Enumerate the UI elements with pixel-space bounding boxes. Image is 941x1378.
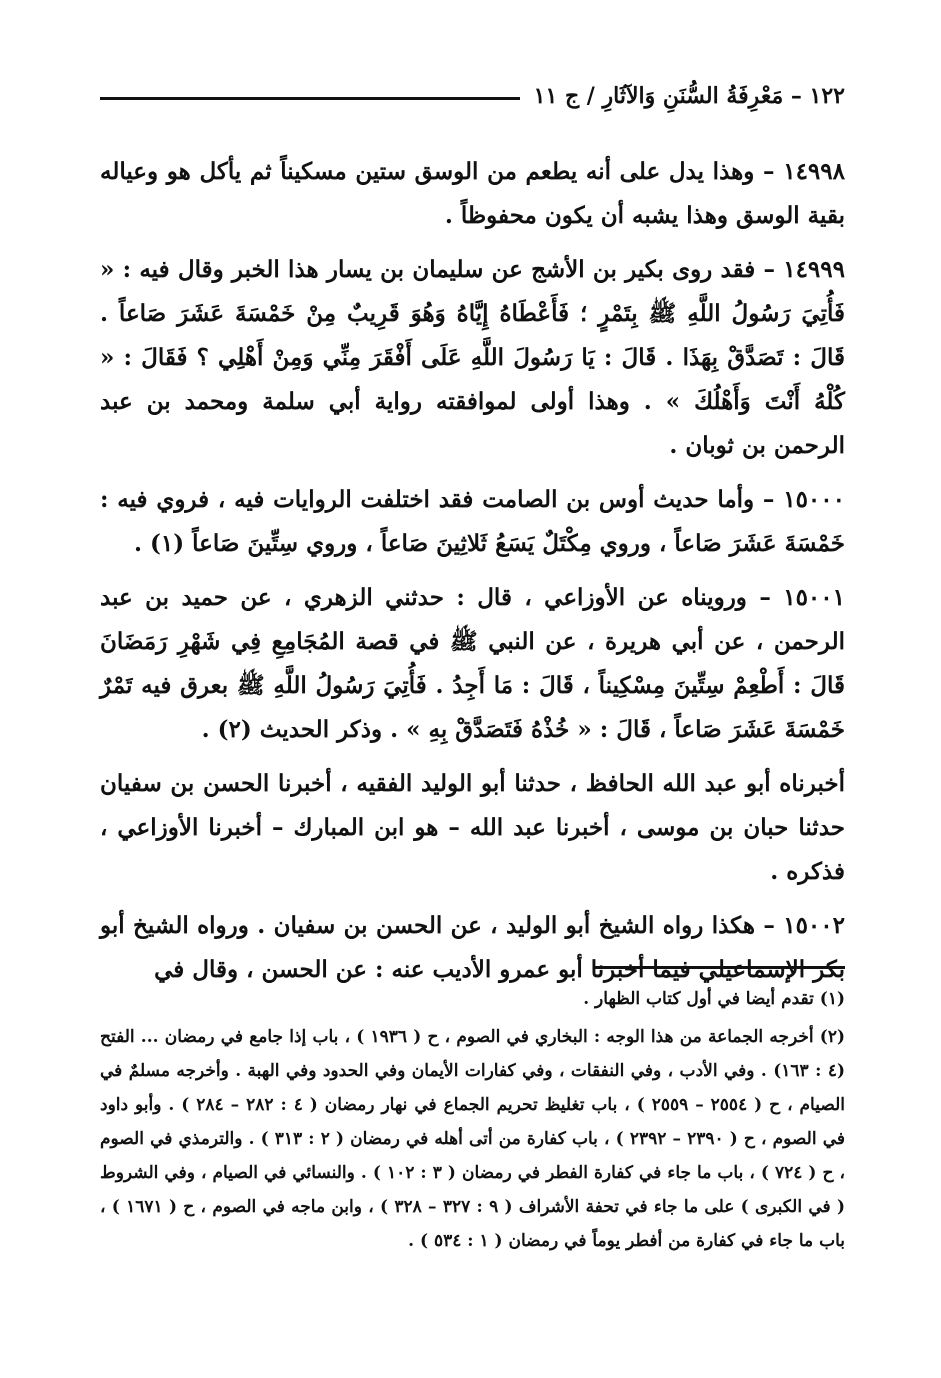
paragraph-text: – ورويناه عن الأوزاعي ، قال : حدثني الزهري ، عن حميد بن عبد الرحمن ، عن أبي هريرة ، عن النبي ﷺ في قصة المُجَامِعِ فِي شَهْرِ رَمَضَانَ قَالَ : أَطْعِمْ سِتِّينَ مِسْكِيناً ، قَالَ : مَا أَجِدُ . فَأُتِيَ رَسُولُ اللَّهِ ﷺ بعرق فيه تَمْرٌ خَمْسَةَ عَشَرَ صَاعاً ، قَالَ : « خُذْهُ فَتَصَدَّقْ بِهِ » . وذكر الحديث (٢) . — [100, 584, 845, 743]
footnote-1: (١) تقدم أيضا في أول كتاب الظهار . — [583, 989, 845, 1009]
hadith-number: ١٤٩٩٩ — [783, 256, 845, 283]
paragraph-text: أخبرناه أبو عبد الله الحافظ ، حدثنا أبو الوليد الفقيه ، أخبرنا الحسن بن سفيان حدثنا حبان بن موسى ، أخبرنا عبد الله – هو ابن المبارك – أخبرنا الأوزاعي ، فذكره . — [100, 770, 845, 885]
paragraph-15000 — [100, 478, 845, 566]
paragraph-15001 — [100, 576, 845, 752]
paragraph-text: – وهذا يدل على أنه يطعم من الوسق ستين مسكيناً ثم يأكل هو وعياله بقية الوسق وهذا يشبه أن يكون محفوظاً . — [100, 158, 845, 229]
hadith-number: ١٤٩٩٨ — [783, 158, 845, 185]
footnotes — [100, 982, 845, 1262]
page-header — [100, 76, 845, 116]
hadith-number: ١٥٠٠٢ — [783, 912, 845, 939]
paragraph-text: – فقد روى بكير بن الأشج عن سليمان بن يسار هذا الخبر وقال فيه : « فَأُتِيَ رَسُولُ اللَّهِ ﷺ بِتَمْرٍ ؛ فَأَعْطَاهُ إِيَّاهُ وَهُوَ قَرِيبٌ مِنْ خَمْسَةَ عَشَرَ صَاعاً . قَالَ : تَصَدَّقْ بِهَذَا . قَالَ : يَا رَسُولَ اللَّهِ عَلَى أَفْقَرَ مِنِّي وَمِنْ أَهْلِي ؟ فَقَالَ : « كُلْهُ أَنْتَ وَأَهْلُكَ » . وهذا أولى لموافقته رواية أبي سلمة ومحمد بن عبد الرحمن بن ثوبان . — [100, 256, 845, 459]
hadith-number: ١٥٠٠١ — [783, 584, 845, 611]
paragraph-isnad — [100, 762, 845, 894]
main-text — [100, 150, 845, 1002]
paragraph-text: – وأما حديث أوس بن الصامت فقد اختلفت الروايات فيه ، فروي فيه : خَمْسَةَ عَشَرَ صَاعاً ، وروي مِكْتَلٌ يَسَعُ ثَلاثِينَ صَاعاً ، وروي سِتِّينَ صَاعاً (١) . — [100, 486, 845, 557]
paragraph-14998 — [100, 150, 845, 238]
paragraph-14999 — [100, 248, 845, 468]
header-rule — [100, 97, 520, 100]
paragraph-15002 — [100, 904, 845, 992]
hadith-number: ١٥٠٠٠ — [783, 486, 845, 513]
footnote-rule — [595, 966, 845, 969]
footnote-2: (٢) أخرجه الجماعة من هذا الوجه : البخاري في الصوم ، ح ( ١٩٣٦ ) ، باب إذا جامع في رمضان ... الفتح (٤ : ١٦٣) . وفي الأدب ، وفي النفقات ، وفي كفارات الأيمان وفي الحدود وفي الهبة . وأخرجه مسلمٌ في الصيام ، ح ( ٢٥٥٤ – ٢٥٥٩ ) ، باب تغليظ تحريم الجماع في نهار رمضان ( ٤ : ٢٨٢ – ٢٨٤ ) . وأبو داود في الصوم ، ح ( ٢٣٩٠ – ٢٣٩٢ ) ، باب كفارة من أتى أهله في رمضان ( ٢ : ٣١٣ ) . والترمذي في الصوم ، ح ( ٧٢٤ ) ، باب ما جاء في كفارة الفطر في رمضان ( ٣ : ١٠٢ ) . والنسائي في الصيام ، وفي الشروط ( في الكبرى ) على ما جاء في تحفة الأشراف ( ٩ : ٣٢٧ – ٣٢٨ ) ، وابن ماجه في الصوم ، ح ( ١٦٧١ ) ، باب ما جاء في كفارة من أفطر يوماً في رمضان ( ١ : ٥٣٤ ) . — [100, 1027, 846, 1251]
running-title: ١٢٢ – مَعْرِفَةُ السُّنَنِ وَالآثَارِ / ج ١١ — [533, 83, 845, 109]
paragraph-text: – هكذا رواه الشيخ أبو الوليد ، عن الحسن بن سفيان . ورواه الشيخ أبو بكر الإسماعيلي فيما أخبرنا أبو عمرو الأديب عنه : عن الحسن ، وقال في — [100, 912, 845, 983]
